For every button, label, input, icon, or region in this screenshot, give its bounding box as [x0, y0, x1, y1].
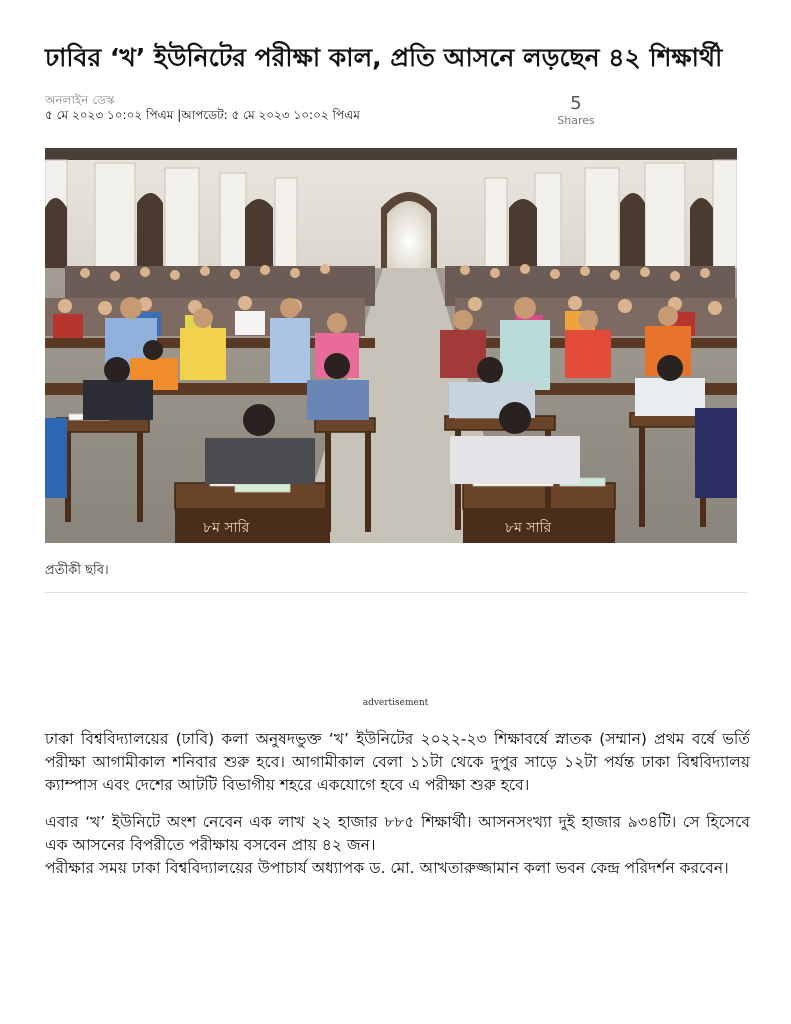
byline — [45, 92, 375, 123]
exam-hall-illustration — [45, 148, 737, 543]
section-divider — [45, 592, 747, 593]
updated-label: আপডেট: — [181, 108, 228, 122]
article-body — [45, 728, 750, 880]
date-separator: | — [177, 108, 182, 122]
article-headline: ঢাবির ‘খ’ ইউনিটের পরীক্ষা কাল, প্রতি আসনে লড়ছেন ৪২ শিক্ষার্থী — [45, 43, 723, 72]
article-paragraph-1: ঢাকা বিশ্ববিদ্যালয়ের (ঢাবি) কলা অনুষদভুক্ত ‘খ’ ইউনিটের ২০২২-২৩ শিক্ষাবর্ষে স্নাতক (সম্মান) প্রথম বর্ষে ভর্তি পরীক্ষা আগামীকাল শনিবার শুরু হবে। আগামীকাল বেলা ১১টা থেকে দুপুর সাড়ে ১২টা পর্যন্ত ঢাকা বিশ্ববিদ্যালয় ক্যাম্পাস এবং দেশের আটটি বিভাগীয় শহরে একযোগে হবে এ পরীক্ষা শুরু হবে। — [45, 730, 750, 794]
share-label: Shares — [557, 114, 595, 127]
row-sign-left: ৮ম সারি — [203, 520, 250, 536]
updated-time: ৫ মে ২০২৩ ১০:০২ পিএম — [231, 108, 360, 122]
advertisement-label: advertisement — [362, 698, 429, 708]
publish-dates — [45, 108, 375, 123]
row-sign-right: ৮ম সারি — [505, 520, 552, 536]
article-paragraph-3: পরীক্ষার সময় ঢাকা বিশ্ববিদ্যালয়ের উপাচার্য অধ্যাপক ড. মো. আখতারুজ্জামান কলা ভবন কেন্দ্র পরিদর্শন করবেন। — [45, 859, 729, 877]
photo-caption: প্রতীকী ছবি। — [45, 563, 109, 578]
author-link[interactable]: অনলাইন ডেস্ক — [45, 93, 115, 107]
article-paragraph-2: এবার ‘খ’ ইউনিটে অংশ নেবেন এক লাখ ২২ হাজার ৮৮৫ শিক্ষার্থী। আসনসংখ্যা দুই হাজার ৯৩৪টি। সে হিসেবে এক আসনের বিপরীতে পরীক্ষায় বসবেন প্রায় ৪২ জন। — [45, 813, 750, 854]
share-count: 5 — [570, 93, 582, 114]
published-time: ৫ মে ২০২৩ ১০:০২ পিএম — [45, 108, 174, 122]
share-counter[interactable] — [545, 94, 607, 127]
article-photo — [45, 148, 737, 543]
